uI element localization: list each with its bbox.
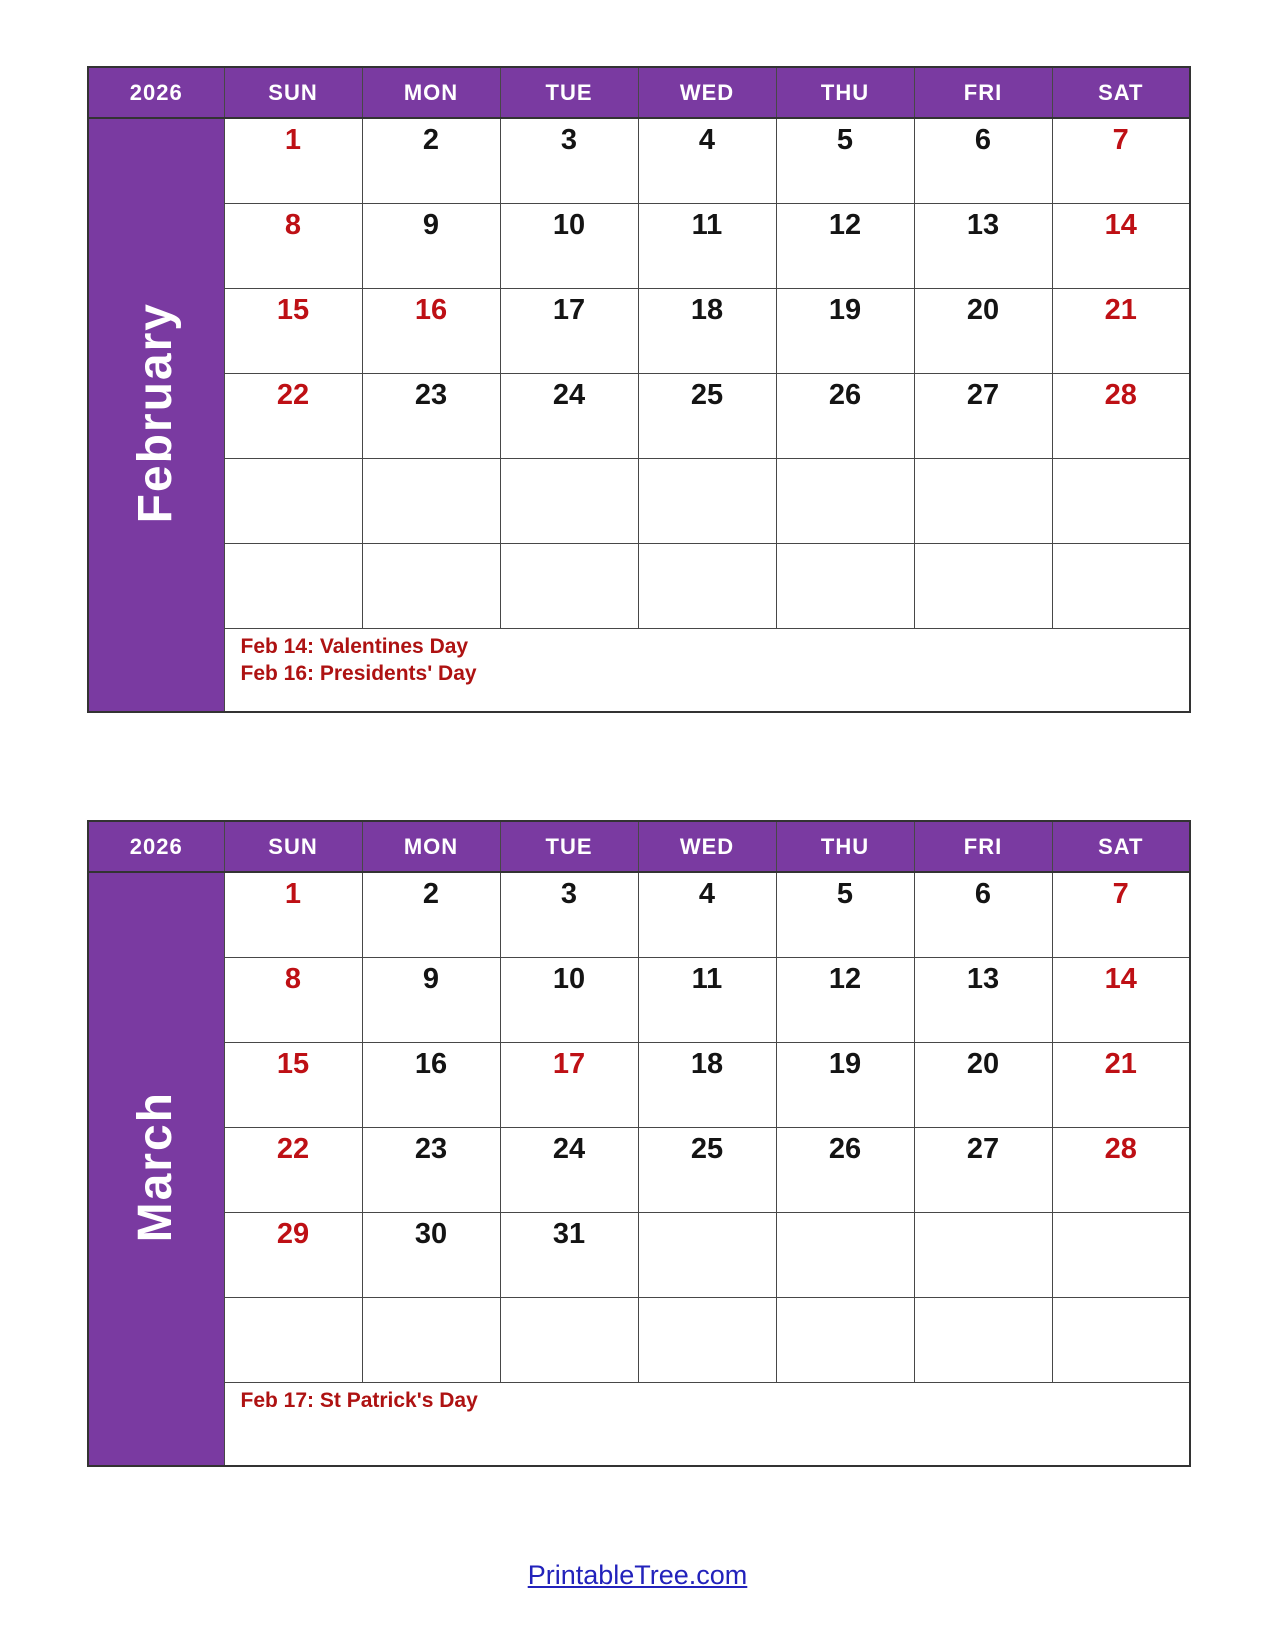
date-cell: 6 bbox=[914, 118, 1052, 203]
date-cell: 21 bbox=[1052, 288, 1190, 373]
date-cell: 11 bbox=[638, 957, 776, 1042]
date-cell: 18 bbox=[638, 288, 776, 373]
date-cell: 3 bbox=[500, 872, 638, 957]
date-cell bbox=[1052, 458, 1190, 543]
date-cell: 29 bbox=[224, 1212, 362, 1297]
holiday-note: Feb 16: Presidents' Day bbox=[240, 661, 477, 685]
month-label: March bbox=[129, 1090, 183, 1243]
date-cell: 17 bbox=[500, 288, 638, 373]
day-name-fri: FRI bbox=[914, 67, 1052, 118]
date-cell: 13 bbox=[914, 957, 1052, 1042]
date-cell: 27 bbox=[914, 1127, 1052, 1212]
date-cell: 30 bbox=[362, 1212, 500, 1297]
date-cell bbox=[638, 1212, 776, 1297]
date-cell: 1 bbox=[224, 872, 362, 957]
date-cell: 20 bbox=[914, 288, 1052, 373]
date-cell: 17 bbox=[500, 1042, 638, 1127]
date-cell: 20 bbox=[914, 1042, 1052, 1127]
date-cell bbox=[1052, 543, 1190, 628]
day-name-sat: SAT bbox=[1052, 67, 1190, 118]
day-name-thu: THU bbox=[776, 67, 914, 118]
date-cell: 23 bbox=[362, 373, 500, 458]
calendar-march bbox=[87, 820, 1191, 1467]
day-name-wed: WED bbox=[638, 67, 776, 118]
date-cell: 11 bbox=[638, 203, 776, 288]
date-cell: 5 bbox=[776, 872, 914, 957]
day-name-sat: SAT bbox=[1052, 821, 1190, 872]
date-cell: 19 bbox=[776, 288, 914, 373]
holiday-notes bbox=[224, 1382, 1190, 1466]
date-cell bbox=[638, 458, 776, 543]
date-cell bbox=[914, 543, 1052, 628]
date-cell: 4 bbox=[638, 118, 776, 203]
date-cell bbox=[224, 1297, 362, 1382]
day-name-tue: TUE bbox=[500, 821, 638, 872]
date-cell bbox=[914, 458, 1052, 543]
date-cell: 19 bbox=[776, 1042, 914, 1127]
date-cell: 9 bbox=[362, 957, 500, 1042]
holiday-note: Feb 14: Valentines Day bbox=[240, 634, 469, 658]
date-cell bbox=[1052, 1212, 1190, 1297]
date-cell: 8 bbox=[224, 203, 362, 288]
date-cell bbox=[776, 458, 914, 543]
day-name-mon: MON bbox=[362, 821, 500, 872]
date-cell: 15 bbox=[224, 288, 362, 373]
date-cell: 26 bbox=[776, 373, 914, 458]
date-cell bbox=[638, 1297, 776, 1382]
date-cell bbox=[500, 543, 638, 628]
year-label: 2026 bbox=[88, 67, 224, 118]
holiday-note: Feb 17: St Patrick's Day bbox=[240, 1388, 478, 1412]
date-cell: 7 bbox=[1052, 118, 1190, 203]
date-cell bbox=[776, 543, 914, 628]
date-cell bbox=[914, 1212, 1052, 1297]
date-cell: 16 bbox=[362, 1042, 500, 1127]
date-cell: 6 bbox=[914, 872, 1052, 957]
day-name-wed: WED bbox=[638, 821, 776, 872]
day-name-sun: SUN bbox=[224, 67, 362, 118]
date-cell bbox=[776, 1212, 914, 1297]
date-cell: 2 bbox=[362, 872, 500, 957]
date-cell bbox=[224, 543, 362, 628]
day-name-tue: TUE bbox=[500, 67, 638, 118]
date-cell: 22 bbox=[224, 373, 362, 458]
holiday-notes bbox=[224, 628, 1190, 712]
calendar-slot-bottom bbox=[87, 820, 1191, 1467]
date-cell bbox=[362, 1297, 500, 1382]
footer bbox=[0, 1560, 1275, 1591]
date-cell: 21 bbox=[1052, 1042, 1190, 1127]
date-cell: 4 bbox=[638, 872, 776, 957]
date-cell: 5 bbox=[776, 118, 914, 203]
date-cell: 31 bbox=[500, 1212, 638, 1297]
date-cell: 28 bbox=[1052, 1127, 1190, 1212]
date-cell: 13 bbox=[914, 203, 1052, 288]
calendar-february bbox=[87, 66, 1191, 713]
date-cell: 12 bbox=[776, 957, 914, 1042]
date-cell: 10 bbox=[500, 957, 638, 1042]
month-sidebar bbox=[88, 872, 224, 1466]
date-cell bbox=[362, 458, 500, 543]
date-cell: 22 bbox=[224, 1127, 362, 1212]
date-cell bbox=[776, 1297, 914, 1382]
calendar-slot-top bbox=[87, 66, 1191, 713]
date-cell bbox=[224, 458, 362, 543]
day-name-sun: SUN bbox=[224, 821, 362, 872]
date-cell: 2 bbox=[362, 118, 500, 203]
date-cell: 14 bbox=[1052, 203, 1190, 288]
date-cell: 23 bbox=[362, 1127, 500, 1212]
day-name-thu: THU bbox=[776, 821, 914, 872]
date-cell: 28 bbox=[1052, 373, 1190, 458]
date-cell: 14 bbox=[1052, 957, 1190, 1042]
date-cell: 27 bbox=[914, 373, 1052, 458]
date-cell bbox=[362, 543, 500, 628]
date-cell bbox=[500, 458, 638, 543]
date-cell: 15 bbox=[224, 1042, 362, 1127]
date-cell: 26 bbox=[776, 1127, 914, 1212]
date-cell: 12 bbox=[776, 203, 914, 288]
date-cell: 24 bbox=[500, 373, 638, 458]
date-cell bbox=[638, 543, 776, 628]
date-cell: 10 bbox=[500, 203, 638, 288]
month-sidebar bbox=[88, 118, 224, 712]
date-cell: 7 bbox=[1052, 872, 1190, 957]
day-name-mon: MON bbox=[362, 67, 500, 118]
date-cell: 3 bbox=[500, 118, 638, 203]
date-cell: 24 bbox=[500, 1127, 638, 1212]
month-label: February bbox=[129, 301, 183, 524]
date-cell: 16 bbox=[362, 288, 500, 373]
date-cell: 9 bbox=[362, 203, 500, 288]
date-cell: 25 bbox=[638, 373, 776, 458]
day-name-fri: FRI bbox=[914, 821, 1052, 872]
date-cell: 18 bbox=[638, 1042, 776, 1127]
date-cell: 1 bbox=[224, 118, 362, 203]
date-cell bbox=[914, 1297, 1052, 1382]
year-label: 2026 bbox=[88, 821, 224, 872]
date-cell: 25 bbox=[638, 1127, 776, 1212]
date-cell bbox=[1052, 1297, 1190, 1382]
footer-link[interactable]: PrintableTree.com bbox=[527, 1560, 748, 1590]
date-cell bbox=[500, 1297, 638, 1382]
date-cell: 8 bbox=[224, 957, 362, 1042]
